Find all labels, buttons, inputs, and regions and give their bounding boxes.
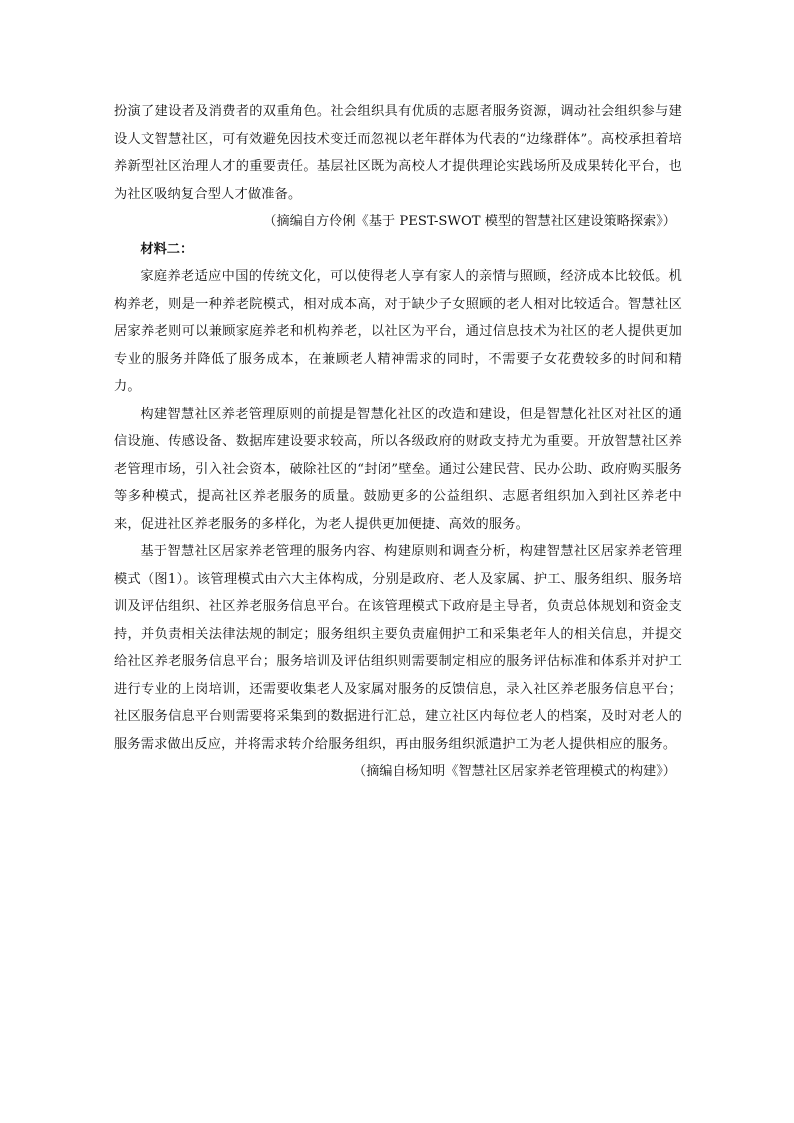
paragraph-continuation: 扮演了建设者及消费者的双重角色。社会组织具有优质的志愿者服务资源，调动社会组织参与建设人文智慧社区，可有效避免因技术变迁而忽视以老年群体为代表的“边缘群体”。高校承担着培养新型社区治理人才的重要责任。基层社区既为高校人才提供理论实践场所及成果转化平台，也为社区吸纳复合型人才做准备。: [114, 104, 682, 202]
source-citation-1: （摘编自方伶俐《基于 PEST-SWOT 模型的智慧社区建设策略探索》）: [263, 214, 676, 229]
document-body: [114, 98, 682, 786]
paragraph-model: 基于智慧社区居家养老管理的服务内容、构建原则和调查分析，构建智慧社区居家养老管理模式（图1）。该管理模式由六大主体构成，分别是政府、老人及家属、护工、服务组织、服务培训及评估组织、社区养老服务信息平台。在该管理模式下政府是主导者，负责总体规划和资金支持，并负责相关法律法规的制定；服务组织主要负责雇佣护工和采集老年人的相关信息，并提交给社区养老服务信息平台；服务培训及评估组织则需要制定相应的服务评估标准和体系并对护工进行专业的上岗培训，还需要收集老人及家属对服务的反馈信息，录入社区养老服务信息平台；社区服务信息平台则需要将采集到的数据进行汇总，建立社区内每位老人的档案，及时对老人的服务需求做出反应，并将需求转介给服务组织，再由服务组织派遣护工为老人提供相应的服务。: [114, 544, 682, 752]
paragraph-home-care: 家庭养老适应中国的传统文化，可以使得老人享有家人的亲情与照顾，经济成本比较低。机构养老，则是一种养老院模式，相对成本高，对于缺少子女照顾的老人相对比较适合。智慧社区居家养老则可以兼顾家庭养老和机构养老，以社区为平台，通过信息技术为社区的老人提供更加专业的服务并降低了服务成本，在兼顾老人精神需求的同时，不需要子女花费较多的时间和精力。: [114, 269, 682, 394]
source-citation-2: （摘编自杨知明《智慧社区居家养老管理模式的构建》）: [352, 764, 676, 779]
material-two-heading: 材料二：: [140, 241, 194, 257]
paragraph-principles: 构建智慧社区养老管理原则的前提是智慧化社区的改造和建设，但是智慧化社区对社区的通信设施、传感设备、数据库建设要求较高，所以各级政府的财政支持尤为重要。开放智慧社区养老管理市场，引入社会资本，破除社区的“封闭”壁垒。通过公建民营、民办公助、政府购买服务等多种模式，提高社区养老服务的质量。鼓励更多的公益组织、志愿者组织加入到社区养老中来，促进社区养老服务的多样化，为老人提供更加便捷、高效的服务。: [114, 406, 682, 532]
